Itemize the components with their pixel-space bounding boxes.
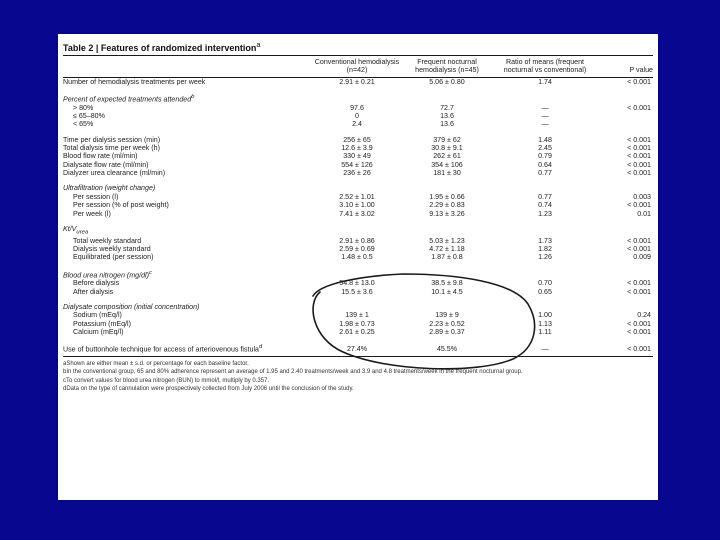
row-label-text: Blood flow rate (ml/min) [63,152,138,161]
cell-nocturnal: 72.7 [440,103,454,112]
cell-p-value: < 0.001 [627,144,651,153]
cell-nocturnal: 13.6 [440,120,454,129]
row-label-text: Per session (% of post weight) [73,201,169,210]
row-label-text: Dialyzer urea clearance (ml/min) [63,169,166,178]
cell-nocturnal: 2.89 ± 0.37 [429,328,465,337]
cell-p-value: < 0.001 [627,103,651,112]
cell-p-value: < 0.001 [627,244,651,253]
row-label-text: Kt/V [63,224,77,233]
cell-conventional: 3.10 ± 1.00 [339,201,375,210]
row-label-text: Percent of expected treatments attended [63,95,192,104]
cell-nocturnal: 13.6 [440,112,454,121]
row-label-text: Dialysate flow rate (ml/min) [63,160,149,169]
cell-nocturnal: 379 ± 62 [433,135,461,144]
cell-p-value: 0.01 [637,209,651,218]
table-title-footnote-mark: a [256,40,261,49]
cell-nocturnal: 10.1 ± 4.5 [431,287,463,296]
row-footnote-mark: b [191,94,195,101]
row-label-text: Per week (l) [73,209,111,218]
cell-p-value: < 0.001 [627,344,651,353]
cell-nocturnal: 5.03 ± 1.23 [429,236,465,245]
row-label-text: Before dialysis [73,279,120,288]
cell-ratio: 0.64 [538,160,552,169]
cell-nocturnal: 139 ± 9 [435,311,459,320]
row-label-text: ≤ 65–80% [73,112,105,121]
row-label-text: > 80% [73,103,94,112]
cell-p-value: < 0.001 [627,236,651,245]
cell-p-value: < 0.001 [627,135,651,144]
row-label-text: Equilibrated (per session) [73,253,154,262]
cell-nocturnal: 9.13 ± 3.26 [429,209,465,218]
cell-p-value: < 0.001 [627,77,651,86]
cell-conventional: 2.52 ± 1.01 [339,192,375,201]
cell-nocturnal: 2.23 ± 0.52 [429,319,465,328]
cell-nocturnal: 30.8 ± 9.1 [431,144,463,153]
cell-nocturnal: 262 ± 61 [433,152,461,161]
table-title: Table 2 | Features of randomized intervention$^a$ [63,40,653,56]
row-label-text: Total weekly standard [73,236,142,245]
cell-conventional: 554 ± 126 [341,160,373,169]
cell-conventional: 7.41 ± 3.02 [339,209,375,218]
cell-ratio: 0.74 [538,201,552,210]
cell-conventional: 139 ± 1 [345,311,369,320]
row-label-subscript: urea [76,229,89,236]
cell-nocturnal: 5.06 ± 0.80 [429,77,465,86]
row-label-text: Per session (l) [73,192,119,201]
row-label-text: Calcium (mEq/l) [73,328,124,337]
cell-ratio: — [541,344,549,353]
cell-ratio: 1.11 [538,328,552,337]
cell-conventional: 2.91 ± 0.21 [339,77,375,86]
cell-conventional: 330 ± 49 [343,152,371,161]
cell-conventional: 2.61 ± 0.25 [339,328,375,337]
cell-p-value: 0.24 [637,311,651,320]
row-label-text: Potassium (mEq/l) [73,319,131,328]
header-conventional: Conventional hemodialysis (n=42) [314,58,400,75]
cell-conventional: 12.6 ± 3.9 [341,144,373,153]
cell-nocturnal: 354 ± 106 [431,160,463,169]
cell-nocturnal: 181 ± 30 [433,169,461,178]
cell-ratio: 0.77 [538,169,552,178]
hand-drawn-circle-annotation [58,34,658,500]
cell-conventional: 2.91 ± 0.86 [339,236,375,245]
cell-p-value: < 0.001 [627,279,651,288]
cell-ratio: — [541,120,549,129]
cell-conventional: 1.98 ± 0.73 [339,319,375,328]
table-caption: Features of randomized intervention [100,43,257,53]
cell-p-value: 0.009 [633,253,651,262]
row-label-text: Number of hemodialysis treatments per week [63,77,206,86]
cell-ratio: 1.26 [538,253,552,262]
row-label-text: Time per dialysis session (min) [63,135,161,144]
cell-conventional: 1.48 ± 0.5 [341,253,373,262]
header-p-value: P value [629,66,653,75]
row-label-text: Dialysis weekly standard [73,244,151,253]
cell-ratio: 2.45 [538,144,552,153]
cell-p-value: < 0.001 [627,169,651,178]
row-label-text: Sodium (mEq/l) [73,311,122,320]
footnote-line: bIn the conventional group, 65 and 80% adherence represent an average of 1.95 and 2.40 treatments/week and 3.9 and 4.8 treatments/week in the frequent nocturnal group. [63,369,523,376]
cell-nocturnal: 45.5% [436,344,458,353]
cell-p-value: < 0.001 [627,287,651,296]
cell-ratio: 1.73 [538,236,552,245]
header-ratio: Ratio of means (frequent nocturnal vs conventional) [503,58,587,75]
cell-nocturnal: 1.95 ± 0.66 [429,192,465,201]
cell-conventional: 97.6 [350,103,364,112]
row-label-text: Use of buttonhole technique for access of arteriovenous fistula [63,345,259,354]
cell-ratio: 1.82 [538,244,552,253]
cell-nocturnal: 4.72 ± 1.18 [429,244,465,253]
row-label-text: Ultrafiltration (weight change) [63,184,156,193]
cell-p-value: < 0.001 [627,328,651,337]
cell-conventional: 2.4 [352,120,362,129]
header-nocturnal: Frequent nocturnal hemodialysis (n=45) [415,58,479,75]
cell-ratio: 0.65 [538,287,552,296]
cell-p-value: < 0.001 [627,319,651,328]
cell-nocturnal: 38.5 ± 9.8 [431,279,463,288]
row-label-text: Total dialysis time per week (h) [63,144,160,153]
row-footnote-mark: d [258,344,263,351]
cell-p-value: < 0.001 [627,152,651,161]
row-label-text: After dialysis [73,287,114,296]
cell-p-value: 0.003 [633,192,651,201]
row-label-text: < 65% [73,120,94,129]
cell-ratio: — [541,112,549,121]
cell-nocturnal: 2.29 ± 0.83 [429,201,465,210]
cell-ratio: 1.74 [538,77,552,86]
cell-ratio: — [541,103,549,112]
footnote-line: dData on the type of cannulation were prospectively collected from July 2006 until the conclusion of the study. [63,385,354,392]
cell-conventional: 27.4% [346,344,368,353]
cell-p-value: < 0.001 [627,201,651,210]
hand-drawn-circle-stroke [313,274,535,369]
row-footnote-mark: c [148,269,152,276]
cell-ratio: 0.77 [538,192,552,201]
footnote-line: cTo convert values for blood urea nitrogen (BUN) to mmol/l, multiply by 0.357. [63,377,270,384]
cell-conventional: 15.5 ± 3.6 [341,287,373,296]
cell-ratio: 1.00 [538,311,552,320]
cell-conventional: 0 [355,112,359,121]
row-label-text: Dialysate composition (initial concentration) [63,303,200,312]
cell-ratio: 0.79 [538,152,552,161]
cell-conventional: 54.8 ± 13.0 [339,279,375,288]
cell-ratio: 1.13 [538,319,552,328]
cell-ratio: 0.70 [538,279,552,288]
cell-conventional: 256 ± 65 [343,135,371,144]
table-number: Table 2 [63,43,94,53]
footnote-line: aShown are either mean ± s.d. or percentage for each baseline factor. [63,361,249,368]
cell-conventional: 2.59 ± 0.69 [339,244,375,253]
row-label-text: Blood urea nitrogen (mg/dl) [63,271,149,279]
cell-nocturnal: 1.87 ± 0.8 [431,253,463,262]
slide-page [58,34,658,500]
cell-ratio: 1.48 [538,135,552,144]
cell-conventional: 236 ± 26 [343,169,371,178]
cell-ratio: 1.23 [538,209,552,218]
cell-p-value: < 0.001 [627,160,651,169]
